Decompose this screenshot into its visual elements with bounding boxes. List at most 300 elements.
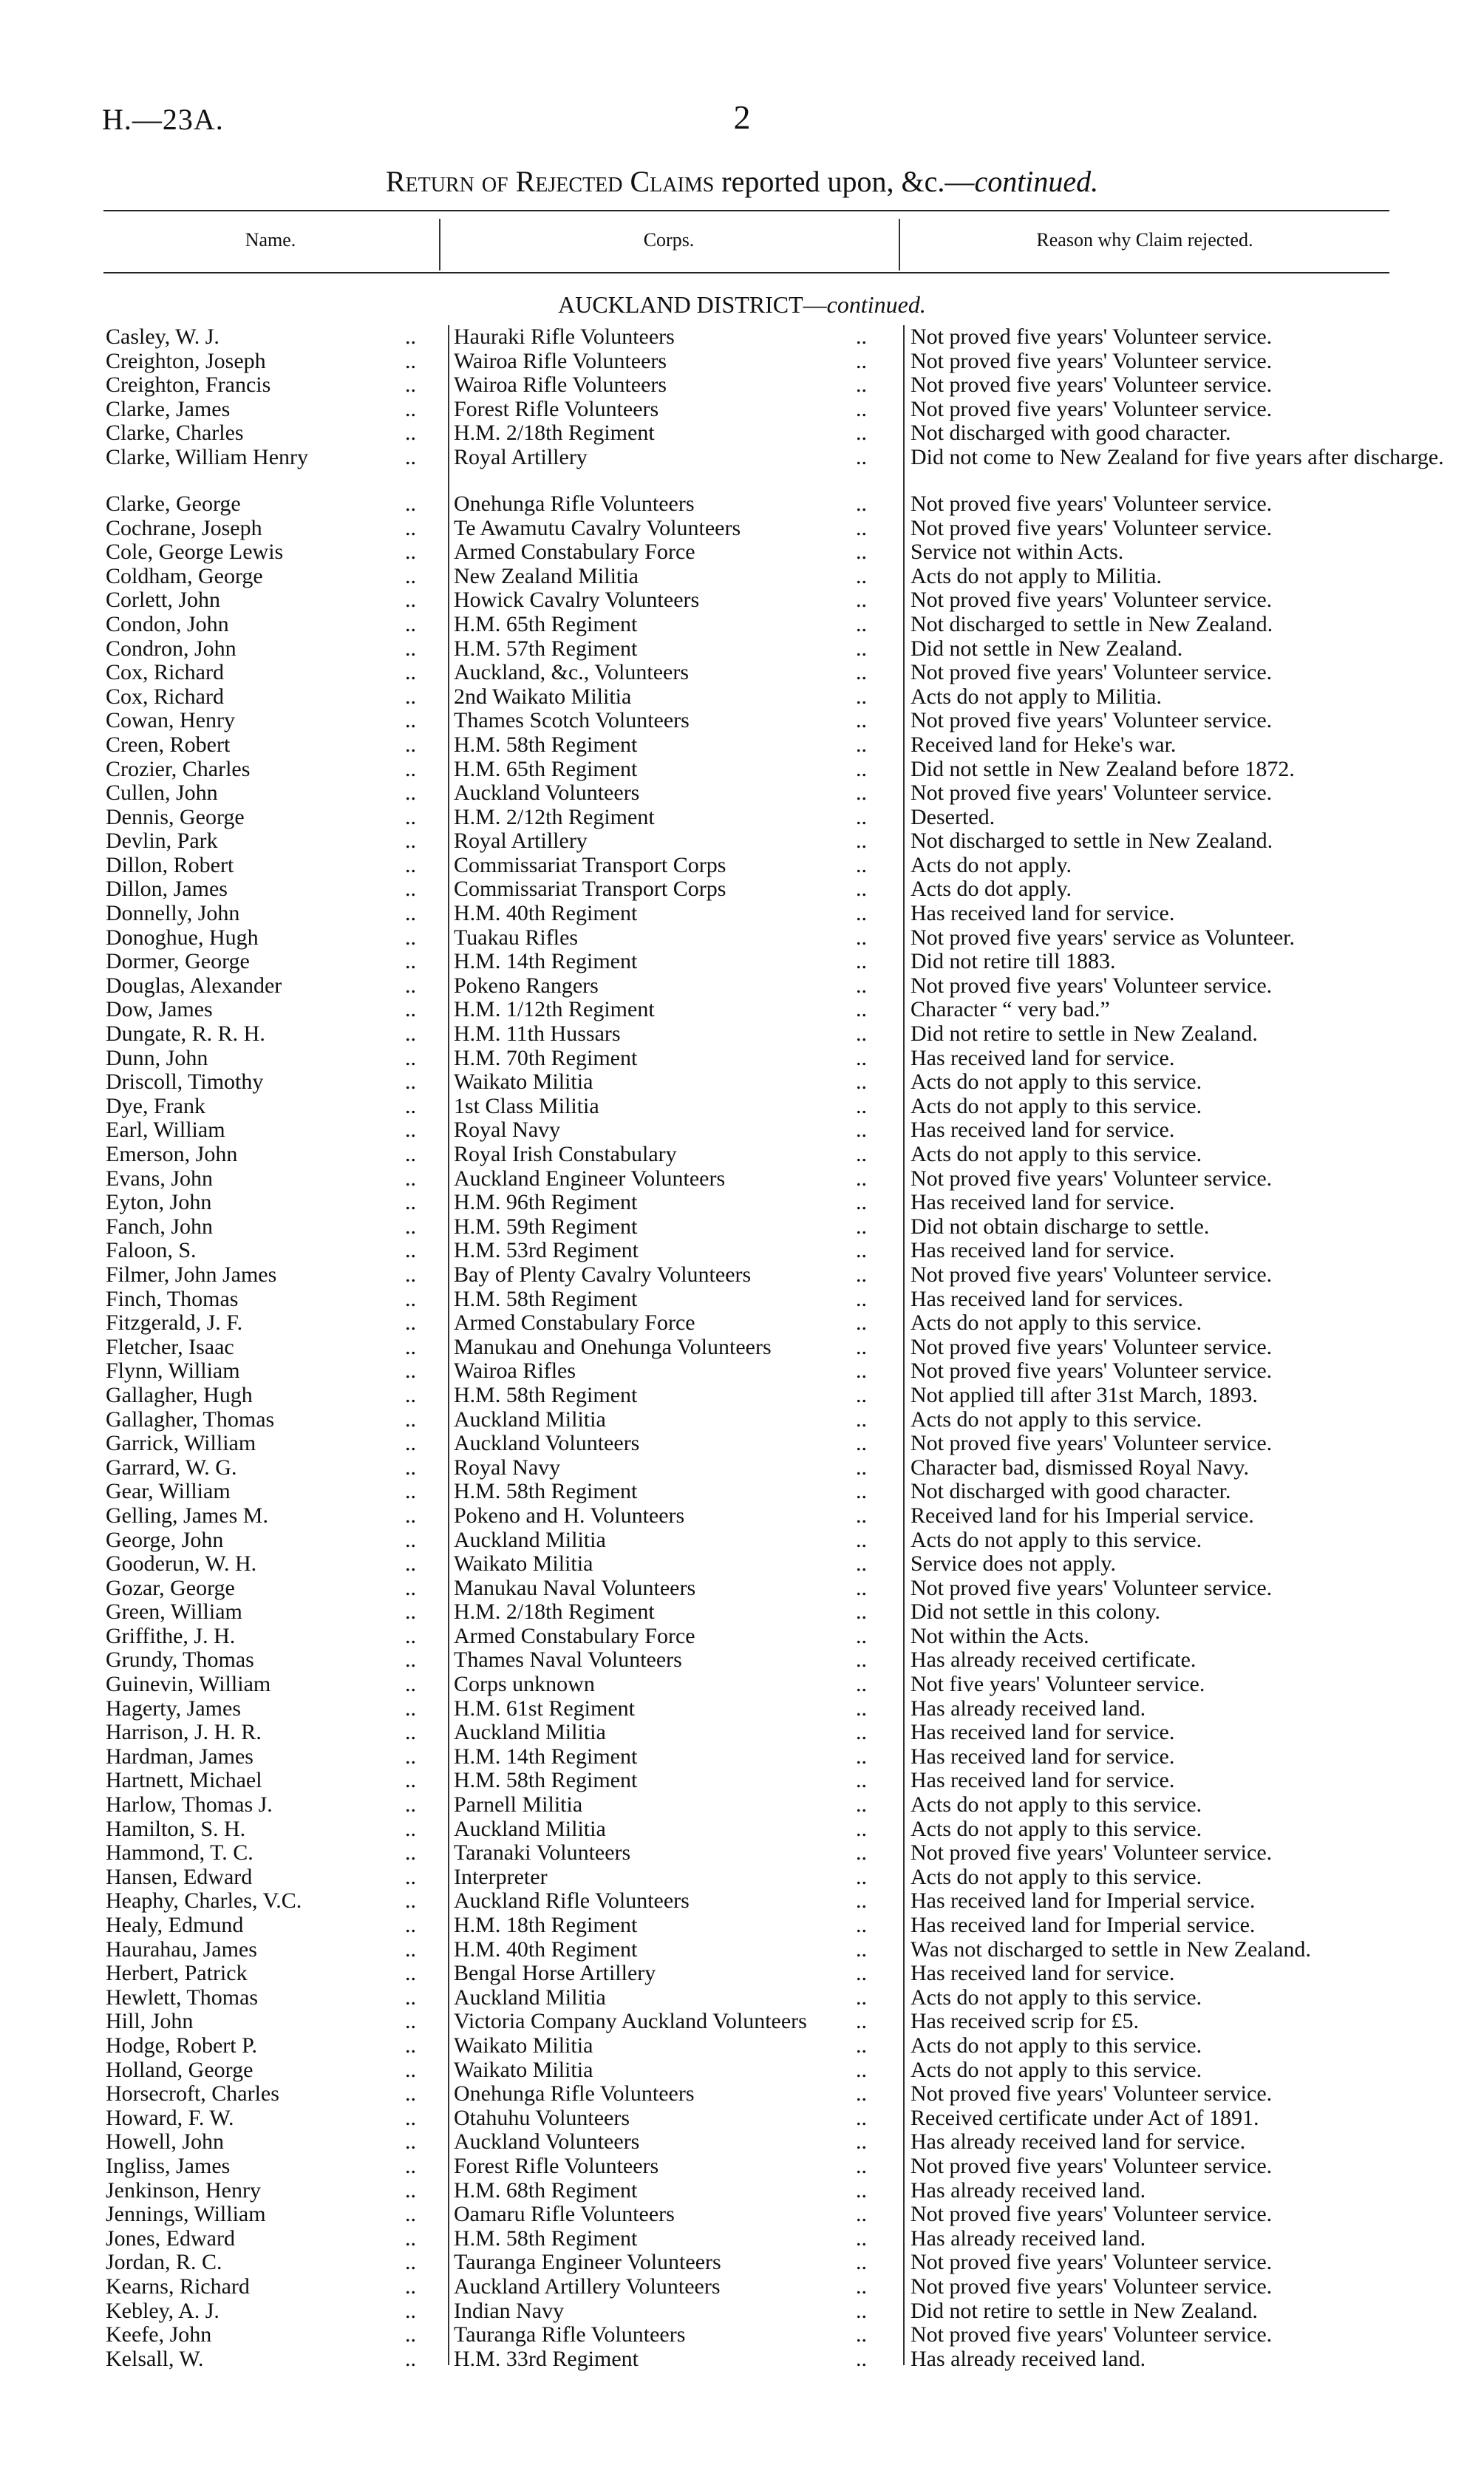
leader-dots: .. <box>405 1118 416 1143</box>
leader-dots: .. <box>405 492 416 516</box>
title-prefix: Return of Rejected Claims <box>385 165 715 198</box>
claimant-name: Coldham, George <box>106 564 263 588</box>
table-row <box>0 1817 1484 1842</box>
leader-dots: .. <box>856 445 867 469</box>
corps-name: Auckland Militia <box>454 1817 606 1841</box>
table-row <box>0 1528 1484 1553</box>
rejection-reason: Has received land for service. <box>911 1238 1175 1263</box>
district-name: AUCKLAND DISTRICT— <box>558 291 827 318</box>
claimant-name: Howell, John <box>106 2130 224 2155</box>
table-row <box>0 902 1484 926</box>
corps-name: Bay of Plenty Cavalry Volunteers <box>454 1262 752 1287</box>
table-row <box>0 1336 1484 1360</box>
leader-dots: .. <box>405 2226 416 2251</box>
table-row <box>0 2251 1484 2275</box>
table-row <box>0 781 1484 806</box>
rejection-reason: Acts do not apply to this service. <box>911 1792 1202 1817</box>
corps-name: Royal Artillery <box>454 445 588 469</box>
leader-dots: .. <box>856 1769 867 1793</box>
corps-name: H.M. 1/12th Regiment <box>454 998 655 1022</box>
corps-name: Auckland Militia <box>454 1528 606 1552</box>
claimant-name: Cox, Richard <box>106 684 224 709</box>
claimant-name: Hamilton, S. H. <box>106 1817 246 1841</box>
table-row <box>0 2155 1484 2179</box>
claimant-name: Dennis, George <box>106 805 245 829</box>
leader-dots: .. <box>405 612 416 636</box>
leader-dots: .. <box>856 877 867 902</box>
leader-dots: .. <box>405 973 416 998</box>
corps-name: Parnell Militia <box>454 1793 583 1817</box>
leader-dots: .. <box>856 684 867 709</box>
corps-name: Onehunga Rifle Volunteers <box>454 492 695 516</box>
claimant-name: Creighton, Francis <box>106 373 271 398</box>
corps-name: H.M. 58th Regiment <box>454 2226 638 2251</box>
corps-name: Forest Rifle Volunteers <box>454 397 659 421</box>
corps-name: Te Awamutu Cavalry Volunteers <box>454 516 741 540</box>
leader-dots: .. <box>856 950 867 974</box>
corps-name: H.M. 70th Regiment <box>454 1046 638 1070</box>
leader-dots: .. <box>856 1046 867 1070</box>
leader-dots: .. <box>856 540 867 565</box>
leader-dots: .. <box>856 1552 867 1577</box>
claimant-name: Hagerty, James <box>106 1696 241 1721</box>
leader-dots: .. <box>856 636 867 661</box>
table-row <box>0 1022 1484 1047</box>
rejection-reason: Has already received land. <box>911 1696 1146 1721</box>
table-row <box>0 613 1484 637</box>
table-row <box>0 2347 1484 2372</box>
corps-name: Royal Artillery <box>454 829 588 854</box>
corps-name: Howick Cavalry Volunteers <box>454 588 700 613</box>
rejection-reason: Not applied till after 31st March, 1893. <box>911 1382 1258 1407</box>
claimant-name: Dungate, R. R. H. <box>106 1022 265 1047</box>
corps-name: Auckland Artillery Volunteers <box>454 2274 721 2299</box>
rejection-reason: Has received land for service. <box>911 1190 1175 1215</box>
claimant-name: Grundy, Thomas <box>106 1648 254 1673</box>
leader-dots: .. <box>405 925 416 950</box>
claimant-name: Green, William <box>106 1600 242 1625</box>
rejection-reason: Not proved five years' Volunteer service. <box>911 515 1273 540</box>
corps-name: H.M. 61st Regiment <box>454 1696 635 1721</box>
rejection-reason: Has already received land. <box>911 2346 1146 2371</box>
leader-dots: .. <box>405 1455 416 1480</box>
leader-dots: .. <box>856 2106 867 2130</box>
table-row <box>0 2323 1484 2347</box>
corps-name: H.M. 96th Regiment <box>454 1191 638 1215</box>
claimant-name: Finch, Thomas <box>106 1287 239 1311</box>
leader-dots: .. <box>856 2033 867 2058</box>
leader-dots: .. <box>856 1576 867 1600</box>
claimant-name: Corlett, John <box>106 588 220 613</box>
rejection-reason: Acts do not apply to this service. <box>911 2033 1202 2058</box>
corps-name: Taranaki Volunteers <box>454 1841 631 1866</box>
table-row <box>0 1793 1484 1817</box>
claimant-name: Holland, George <box>106 2058 253 2082</box>
table-row <box>0 1866 1484 1890</box>
rejection-reason: Has received land for Imperial service. <box>911 1913 1256 1937</box>
corps-name: Pokeno Rangers <box>454 973 599 998</box>
leader-dots: .. <box>405 397 416 421</box>
leader-dots: .. <box>405 2130 416 2155</box>
leader-dots: .. <box>405 1962 416 1986</box>
claimant-name: Griffithe, J. H. <box>106 1624 236 1648</box>
table-row <box>0 1577 1484 1601</box>
leader-dots: .. <box>405 877 416 902</box>
column-header-name: Name. <box>245 229 296 251</box>
leader-dots: .. <box>405 853 416 877</box>
rejection-reason: Did not obtain discharge to settle. <box>911 1214 1210 1239</box>
leader-dots: .. <box>405 1335 416 1359</box>
rejection-reason: Not proved five years' Volunteer service. <box>911 2081 1273 2106</box>
rejection-reason: Not discharged to settle in New Zealand. <box>911 829 1273 854</box>
rejection-reason: Acts do not apply to this service. <box>911 1864 1202 1889</box>
claimant-name: Horsecroft, Charles <box>106 2082 279 2106</box>
table-row <box>0 1143 1484 1167</box>
table-row <box>0 1095 1484 1119</box>
claimant-name: Hardman, James <box>106 1744 253 1769</box>
leader-dots: .. <box>856 1503 867 1528</box>
leader-dots: .. <box>856 1022 867 1047</box>
leader-dots: .. <box>405 325 416 349</box>
rejection-reason: Not proved five years' Volunteer service. <box>911 1166 1273 1191</box>
rejection-reason: Not proved five years' Volunteer service. <box>911 588 1273 613</box>
leader-dots: .. <box>405 1311 416 1336</box>
table-row <box>0 733 1484 758</box>
leader-dots: .. <box>856 2203 867 2227</box>
leader-dots: .. <box>405 1552 416 1577</box>
rejection-reason: Did not come to New Zealand for five years after discharge. <box>911 444 1444 469</box>
claimant-name: Dormer, George <box>106 950 250 974</box>
table-row <box>0 2227 1484 2251</box>
claimant-name: Dillon, Robert <box>106 853 234 877</box>
table-row <box>0 1167 1484 1191</box>
leader-dots: .. <box>405 2299 416 2323</box>
leader-dots: .. <box>405 588 416 613</box>
leader-dots: .. <box>405 2010 416 2034</box>
leader-dots: .. <box>856 1335 867 1359</box>
leader-dots: .. <box>856 1841 867 1866</box>
table-row <box>0 2082 1484 2106</box>
rejection-reason: Received land for Heke's war. <box>911 732 1177 757</box>
table-row <box>0 1456 1484 1480</box>
corps-name: Auckland Militia <box>454 1985 606 2010</box>
corps-name: Tauranga Rifle Volunteers <box>454 2323 686 2347</box>
table-row <box>0 1047 1484 1071</box>
leader-dots: .. <box>856 2299 867 2323</box>
table-row <box>0 1962 1484 1986</box>
leader-dots: .. <box>856 1287 867 1311</box>
corps-name: H.M. 58th Regiment <box>454 1480 638 1504</box>
leader-dots: .. <box>405 684 416 709</box>
rejection-reason: Not proved five years' Volunteer service. <box>911 1334 1273 1359</box>
claimant-name: Douglas, Alexander <box>106 973 282 998</box>
claimant-name: Garrard, W. G. <box>106 1455 237 1480</box>
claimant-name: Gelling, James M. <box>106 1503 268 1528</box>
leader-dots: .. <box>405 1576 416 1600</box>
corps-name: H.M. 65th Regiment <box>454 612 638 636</box>
claimant-name: Howard, F. W. <box>106 2106 234 2130</box>
leader-dots: .. <box>856 1865 867 1889</box>
corps-name: Auckland Rifle Volunteers <box>454 1889 690 1914</box>
claimant-name: Creen, Robert <box>106 732 231 757</box>
claimant-name: Jones, Edward <box>106 2226 235 2251</box>
claimant-name: Kelsall, W. <box>106 2347 204 2371</box>
leader-dots: .. <box>856 2154 867 2178</box>
leader-dots: .. <box>856 1696 867 1721</box>
rejection-reason: Has received land for Imperial service. <box>911 1888 1256 1914</box>
rejection-reason: Deserted. <box>911 804 995 829</box>
corps-name: Manukau Naval Volunteers <box>454 1576 696 1600</box>
leader-dots: .. <box>405 2106 416 2130</box>
claimant-name: Heaphy, Charles, V.C. <box>106 1889 302 1914</box>
rejection-reason: Character “ very bad.” <box>911 997 1110 1022</box>
rejection-reason: Not proved five years' Volunteer service. <box>911 708 1273 733</box>
claimant-name: Donnelly, John <box>106 902 240 926</box>
leader-dots: .. <box>856 973 867 998</box>
leader-dots: .. <box>405 1721 416 1745</box>
corps-name: H.M. 40th Regiment <box>454 1937 638 1962</box>
leader-dots: .. <box>856 1214 867 1239</box>
corps-name: Hauraki Rifle Volunteers <box>454 325 675 349</box>
rejection-reason: Not proved five years' Volunteer service. <box>911 324 1273 349</box>
claimant-name: Devlin, Park <box>106 829 218 854</box>
leader-dots: .. <box>856 1673 867 1697</box>
rejection-reason: Not proved five years' Volunteer service. <box>911 2322 1273 2347</box>
rejection-reason: Was not discharged to settle in New Zealand. <box>911 1936 1311 1962</box>
rejection-reason: Acts do not apply to Militia. <box>911 684 1162 709</box>
claimant-name: Donoghue, Hugh <box>106 925 259 950</box>
claimant-name: Cochrane, Joseph <box>106 516 262 540</box>
leader-dots: .. <box>856 1817 867 1841</box>
claimant-name: Kebley, A. J. <box>106 2299 219 2323</box>
rejection-reason: Acts do not apply to this service. <box>911 1070 1202 1095</box>
leader-dots: .. <box>856 1070 867 1095</box>
corps-name: Interpreter <box>454 1865 548 1889</box>
claimant-name: Driscoll, Timothy <box>106 1070 264 1095</box>
claimant-name: Harlow, Thomas J. <box>106 1793 273 1817</box>
leader-dots: .. <box>856 1793 867 1817</box>
leader-dots: .. <box>856 1624 867 1648</box>
leader-dots: .. <box>405 1503 416 1528</box>
column-header-corps: Corps. <box>643 229 695 251</box>
leader-dots: .. <box>405 1022 416 1047</box>
leader-dots: .. <box>856 564 867 588</box>
leader-dots: .. <box>405 902 416 926</box>
table-row <box>0 2130 1484 2155</box>
rejection-reason: Not proved five years' Volunteer service. <box>911 2250 1273 2275</box>
rejection-reason: Acts do not apply to this service. <box>911 1142 1202 1166</box>
table-row <box>0 854 1484 878</box>
corps-name: H.M. 58th Regiment <box>454 1769 638 1793</box>
table-row <box>0 398 1484 422</box>
table-row <box>0 1721 1484 1745</box>
table-row <box>0 1288 1484 1312</box>
table-row <box>0 1118 1484 1143</box>
leader-dots: .. <box>856 2274 867 2299</box>
leader-dots: .. <box>405 564 416 588</box>
claimant-name: Gozar, George <box>106 1576 235 1600</box>
claimant-name: Gallagher, Hugh <box>106 1383 253 1407</box>
title-suffix: continued. <box>974 165 1099 198</box>
claimant-name: Clarke, George <box>106 492 241 516</box>
corps-name: Pokeno and H. Volunteers <box>454 1503 685 1528</box>
corps-name: Auckland Militia <box>454 1721 606 1745</box>
claimant-name: Gear, William <box>106 1480 231 1504</box>
claimant-name: Casley, W. J. <box>106 325 219 349</box>
corps-name: H.M. 53rd Regiment <box>454 1239 639 1263</box>
leader-dots: .. <box>856 1914 867 1937</box>
corps-name: Royal Irish Constabulary <box>454 1143 677 1166</box>
leader-dots: .. <box>405 829 416 854</box>
leader-dots: .. <box>405 1191 416 1215</box>
leader-dots: .. <box>856 1143 867 1166</box>
claimant-name: Garrick, William <box>106 1432 256 1456</box>
corps-name: Tauranga Engineer Volunteers <box>454 2251 721 2275</box>
corps-name: Royal Navy <box>454 1455 561 1480</box>
table-row <box>0 1841 1484 1866</box>
rejection-reason: Has received land for service. <box>911 1744 1175 1769</box>
rejection-reason: Has already received land. <box>911 2225 1146 2251</box>
leader-dots: .. <box>856 661 867 685</box>
rejection-reason: Not five years' Volunteer service. <box>911 1672 1205 1697</box>
leader-dots: .. <box>405 1528 416 1552</box>
corps-name: H.M. 59th Regiment <box>454 1214 638 1239</box>
corps-name: Auckland Volunteers <box>454 781 640 806</box>
table-row <box>0 1769 1484 1793</box>
claimant-name: Eyton, John <box>106 1191 212 1215</box>
corps-name: Thames Scotch Volunteers <box>454 709 690 733</box>
table-row <box>0 998 1484 1022</box>
corps-name: Forest Rifle Volunteers <box>454 2154 659 2178</box>
leader-dots: .. <box>405 1793 416 1817</box>
leader-dots: .. <box>405 1985 416 2010</box>
corps-name: Wairoa Rifles <box>454 1359 576 1384</box>
leader-dots: .. <box>856 2323 867 2347</box>
leader-dots: .. <box>856 1985 867 2010</box>
leader-dots: .. <box>856 1311 867 1336</box>
claimant-name: Cowan, Henry <box>106 709 235 733</box>
leader-dots: .. <box>405 1383 416 1407</box>
claimant-name: Jordan, R. C. <box>106 2251 222 2275</box>
claimant-name: Gallagher, Thomas <box>106 1407 275 1432</box>
corps-name: H.M. 58th Regiment <box>454 732 638 757</box>
rejection-reason: Not proved five years' Volunteer service. <box>911 491 1273 516</box>
table-row <box>0 1263 1484 1288</box>
leader-dots: .. <box>405 1817 416 1841</box>
corps-name: H.M. 18th Regiment <box>454 1914 638 1937</box>
leader-dots: .. <box>405 2323 416 2347</box>
claimant-name: Jenkinson, Henry <box>106 2178 261 2203</box>
rejection-reason: Has received land for service. <box>911 1045 1175 1070</box>
leader-dots: .. <box>405 781 416 806</box>
leader-dots: .. <box>405 732 416 757</box>
claimant-name: Condron, John <box>106 636 236 661</box>
rejection-reason: Acts do not apply to this service. <box>911 1093 1202 1118</box>
leader-dots: .. <box>856 492 867 516</box>
corps-name: H.M. 65th Regiment <box>454 757 638 781</box>
leader-dots: .. <box>856 2130 867 2155</box>
claimant-name: Herbert, Patrick <box>106 1962 248 1986</box>
leader-dots: .. <box>856 421 867 446</box>
corps-name: H.M. 11th Hussars <box>454 1022 621 1047</box>
leader-dots: .. <box>856 1721 867 1745</box>
district-heading <box>0 291 1484 319</box>
corps-name: Tuakau Rifles <box>454 925 579 950</box>
corps-name: Auckland, &c., Volunteers <box>454 661 690 685</box>
table-row <box>0 565 1484 589</box>
rejection-reason: Not proved five years' Volunteer service. <box>911 660 1273 685</box>
rejection-reason: Not proved five years' service as Volunteer. <box>911 925 1295 950</box>
table-row <box>0 2106 1484 2131</box>
table-row <box>0 806 1484 830</box>
leader-dots: .. <box>405 1673 416 1697</box>
leader-dots: .. <box>856 1455 867 1480</box>
table-row <box>0 974 1484 999</box>
claimant-name: Hodge, Robert P. <box>106 2033 257 2058</box>
rejection-reason: Not proved five years' Volunteer service. <box>911 973 1273 998</box>
leader-dots: .. <box>856 1239 867 1263</box>
corps-name: H.M. 14th Regiment <box>454 1744 638 1769</box>
rejection-reason: Has received land for services. <box>911 1286 1183 1311</box>
table-row <box>0 325 1484 350</box>
corps-name: H.M. 40th Regiment <box>454 902 638 926</box>
claims-table <box>0 325 1484 2371</box>
leader-dots: .. <box>405 1214 416 1239</box>
claimant-name: Harrison, J. H. R. <box>106 1721 262 1745</box>
rejection-reason: Did not retire to settle in New Zealand. <box>911 1021 1258 1047</box>
claimant-name: Hill, John <box>106 2010 194 2034</box>
rejection-reason: Character bad, dismissed Royal Navy. <box>911 1455 1249 1480</box>
corps-name: Wairoa Rifle Volunteers <box>454 373 667 398</box>
leader-dots: .. <box>405 1143 416 1166</box>
rejection-reason: Has received land for service. <box>911 1720 1175 1745</box>
corps-name: Armed Constabulary Force <box>454 1624 695 1648</box>
leader-dots: .. <box>405 1769 416 1793</box>
rejection-reason: Not discharged to settle in New Zealand. <box>911 611 1273 636</box>
rejection-reason: Not proved five years' Volunteer service. <box>911 1840 1273 1866</box>
claimant-name: George, John <box>106 1528 224 1552</box>
table-row <box>0 1239 1484 1263</box>
table-row <box>0 1432 1484 1456</box>
leader-dots: .. <box>856 805 867 829</box>
leader-dots: .. <box>856 902 867 926</box>
corps-name: Wairoa Rifle Volunteers <box>454 349 667 373</box>
rejection-reason: Did not settle in New Zealand before 1872. <box>911 756 1295 781</box>
page-title <box>0 164 1484 199</box>
page-number: 2 <box>733 98 751 136</box>
leader-dots: .. <box>405 1480 416 1504</box>
claimant-name: Emerson, John <box>106 1143 238 1166</box>
table-row <box>0 1480 1484 1504</box>
table-row <box>0 540 1484 565</box>
table-row <box>0 2179 1484 2203</box>
leader-dots: .. <box>405 1287 416 1311</box>
leader-dots: .. <box>856 2082 867 2106</box>
corps-name: New Zealand Militia <box>454 564 639 588</box>
leader-dots: .. <box>856 853 867 877</box>
leader-dots: .. <box>405 1624 416 1648</box>
claimant-name: Clarke, James <box>106 397 231 421</box>
corps-name: Waikato Militia <box>454 2058 593 2082</box>
rejection-reason: Not proved five years' Volunteer service. <box>911 396 1273 421</box>
rejection-reason: Acts do not apply to this service. <box>911 1527 1202 1552</box>
leader-dots: .. <box>856 1359 867 1384</box>
leader-dots: .. <box>405 373 416 398</box>
page-identifier: H.—23A. <box>102 103 224 136</box>
table-row <box>0 758 1484 782</box>
claimant-name: Hansen, Edward <box>106 1865 253 1889</box>
rejection-reason: Not proved five years' Volunteer service. <box>911 2153 1273 2178</box>
